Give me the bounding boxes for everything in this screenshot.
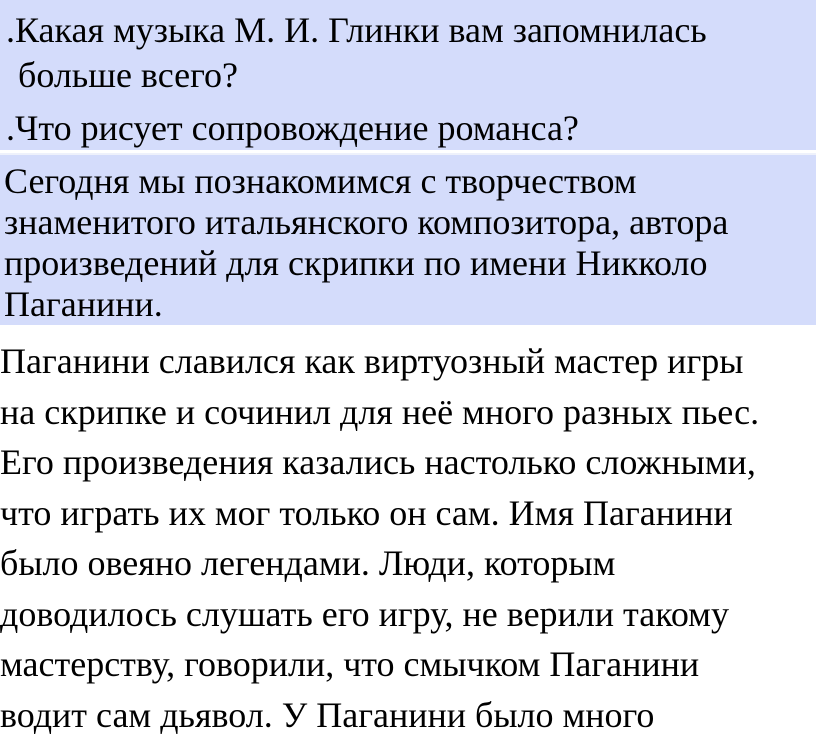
main-line-1: Паганини славился как виртуозный мастер игры [0,336,816,387]
main-line-5: было овеяно легендами. Люди, которым [0,538,816,589]
intro-line-2: знаменитого итальянского композитора, автора [4,202,728,242]
questions-block [0,0,816,150]
main-line-4: что играть их мог только он сам. Имя Паганини [0,488,816,539]
main-line-7: мастерству, говорили, что смычком Паганини [0,639,816,690]
intro-line-1: Сегодня мы познакомимся с творчеством [4,161,637,201]
main-line-2: на скрипке и сочинил для неё много разных пьес. [0,387,816,438]
question-1-line-1: .Какая музыка М. И. Глинки вам запомнилась [6,10,707,50]
main-line-6: доводилось слушать его игру, не верили такому [0,589,816,640]
main-paragraph [0,336,816,740]
intro-line-3: произведений для скрипки по имени Никколо [4,243,707,283]
intro-block [0,153,816,325]
main-line-8: водит сам дьявол. У Паганини было много [0,690,816,740]
intro-line-4: Паганини. [4,284,163,324]
question-1-line-2: больше всего? [18,55,238,95]
question-2-line-1: .Что рисует сопровождение романса? [6,108,579,148]
main-line-3: Его произведения казались настолько сложными, [0,437,816,488]
